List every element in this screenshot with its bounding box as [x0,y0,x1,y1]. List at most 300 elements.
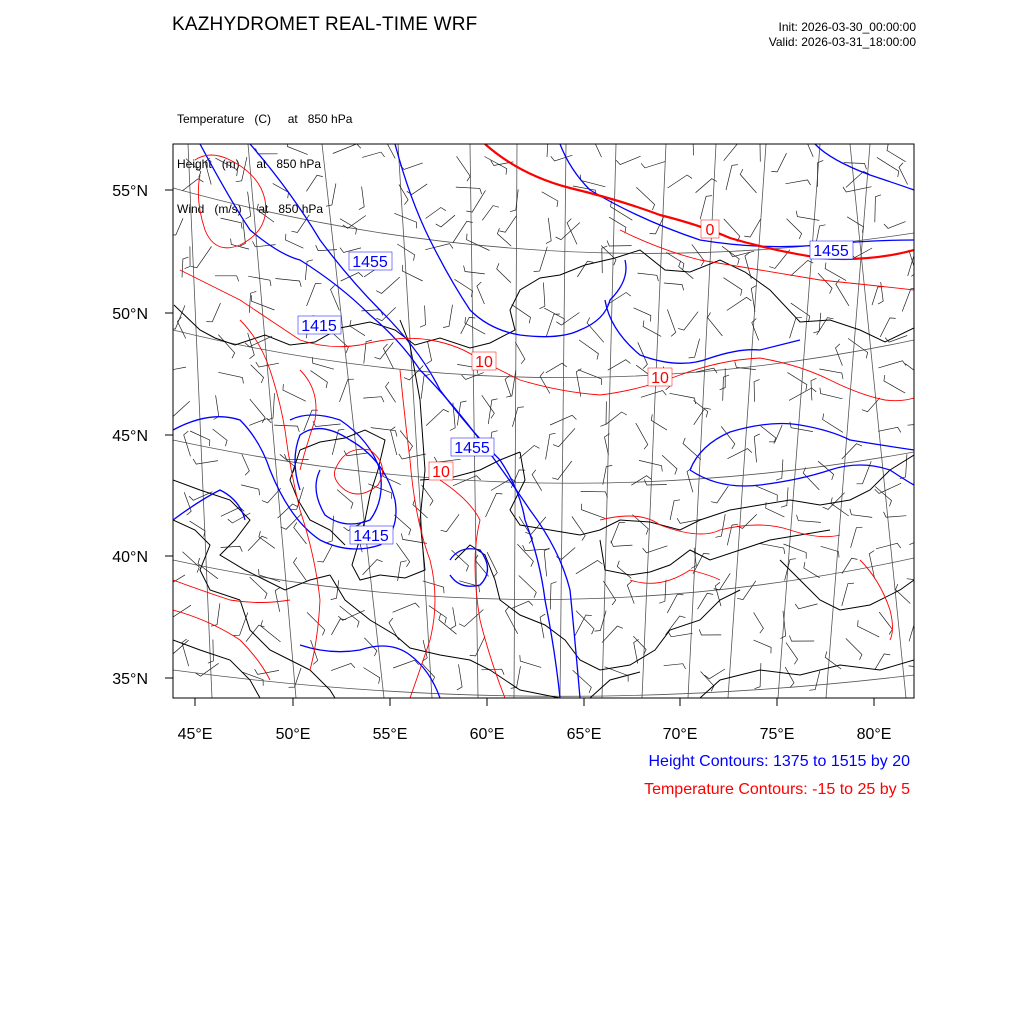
wind-barb [251,365,264,383]
wind-barb [872,287,884,306]
wind-barb [482,206,499,221]
wind-barb [667,310,675,337]
wind-barb [191,247,212,268]
wind-barb [427,342,432,364]
wind-barb [875,195,881,222]
wind-barb [879,612,892,634]
wind-barb [754,379,760,401]
temperature-label [648,368,672,387]
wind-barb [374,342,393,359]
wind-barb [169,306,185,330]
lat-label: 40°N [112,549,148,566]
wind-barb [426,409,449,425]
wind-barb [638,273,659,281]
wind-barb [436,215,455,227]
wind-barb [754,434,759,462]
wind-barb [644,479,667,485]
wind-barb [400,163,423,170]
wind-barb [616,156,641,164]
wind-barb [634,308,651,322]
wind-barb [843,187,872,192]
wind-barb [512,407,523,427]
wind-barb [740,169,756,193]
wind-barb [905,364,925,385]
wind-barb [809,671,820,690]
wind-barb [726,165,738,190]
wind-barb [668,175,692,188]
wind-barb [245,192,250,219]
wind-barb [190,431,210,446]
svg-text:10: 10 [432,464,450,481]
wind-barb [519,517,533,544]
wind-barb [177,317,185,338]
temperature-label [472,352,496,371]
wind-barb [383,470,401,484]
wind-barb [572,517,585,541]
wind-barb [701,672,714,692]
lon-label: 50°E [275,726,311,743]
wind-barb [754,640,772,653]
wind-barb [643,546,668,553]
wind-barb [283,384,306,401]
field-height: Height (m) at 850 hPa [177,157,322,171]
wind-barb [708,312,723,336]
wind-barb [456,187,482,194]
wind-barb [579,340,598,360]
wind-barb [275,587,280,611]
wind-barb [333,144,361,154]
wind-barb [331,663,355,670]
wind-barb [820,388,843,399]
svg-text:1455: 1455 [352,254,388,271]
svg-text:1415: 1415 [353,528,389,545]
wind-barb [785,667,794,688]
wind-barb [909,250,916,277]
wind-barb [376,277,400,293]
wind-barb [307,284,322,306]
wind-barb [397,244,414,261]
wind-barb [362,152,384,157]
wind-barb [760,136,766,161]
wind-barb [274,425,299,432]
wind-barb [576,560,603,573]
wind-barb [363,397,384,402]
lat-label: 50°N [112,306,148,323]
wind-barb [771,153,786,172]
wind-barb [796,211,819,221]
country-borders [173,250,914,698]
wind-barb [899,163,908,185]
wind-barb [693,134,699,156]
wind-barb [600,401,606,426]
wind-barb [607,241,632,247]
wind-barb [875,483,901,493]
field-temperature: Temperature (C) at 850 hPa [177,112,353,126]
lon-label: 75°E [759,726,795,743]
wind-barb [343,216,366,229]
wind-barb [786,643,798,665]
wind-barb [727,297,752,310]
wind-barb [499,216,516,232]
wind-barb [213,429,228,446]
wind-barb [553,428,575,446]
wind-barb [754,612,764,633]
lat-label: 55°N [112,183,148,200]
wind-barb [716,514,726,537]
wind-barb [429,606,447,624]
height-label [349,252,392,271]
wind-barb [858,620,880,637]
wind-barb [540,614,545,638]
wind-barb [170,218,183,235]
wind-barb [909,534,937,544]
wind-barb [453,221,473,243]
wind-barb [259,569,281,582]
wind-barb [760,544,785,554]
wind-barb [505,375,511,396]
wind-barb [214,395,219,419]
wind-barb [544,548,549,576]
wind-barb [306,175,322,191]
wind-barb [884,222,906,229]
wind-barb [275,279,301,287]
wind-barb [664,283,684,290]
wind-barb [631,476,651,486]
wind-barb [818,273,832,294]
wind-barb [249,291,256,312]
wind-barb [311,371,328,388]
wind-barb [876,543,901,549]
wind-barb [641,391,666,398]
wind-barb [462,373,484,380]
wind-barb [221,218,243,229]
wind-barb [781,487,788,507]
wind-barb [359,187,364,210]
wind-barb [215,158,237,176]
wind-barb [878,361,906,368]
wind-barb [515,342,525,364]
wind-barb [755,663,761,689]
wind-barb [457,156,471,181]
wind-barb [166,401,189,417]
map-title: KAZHYDROMET REAL-TIME WRF [172,14,478,35]
wind-barb [700,196,712,220]
wind-barb [821,546,839,557]
wind-barb [399,454,426,459]
svg-text:1455: 1455 [813,243,849,260]
wind-barb [721,426,735,449]
lon-label: 45°E [177,726,213,743]
wind-barb [776,460,783,481]
wind-barb [158,367,186,372]
wind-barb [766,502,785,517]
wind-barb [250,399,265,423]
wind-barb [679,261,694,279]
wind-barb [286,234,304,248]
wind-barb [252,295,275,310]
wind-barb [804,562,820,578]
wind-barb [363,668,379,684]
wind-barb [441,514,460,531]
svg-text:0: 0 [705,222,715,239]
wind-barb [281,514,302,530]
wind-barb [580,175,605,187]
wind-barb [790,317,802,338]
height-contour-legend: Height Contours: 1375 to 1515 by 20 [648,753,910,770]
wind-barb [519,446,540,459]
wind-barb [602,626,623,643]
wind-barb [273,183,289,198]
wind-barb [423,581,444,593]
wind-barb [789,636,814,642]
wind-barbs [158,131,938,693]
wind-barb [787,219,802,239]
wind-barb [819,369,843,379]
wind-barb [711,486,728,503]
wind-barb [497,263,511,283]
wind-barb [455,279,473,297]
init-time: Init: 2026-03-30_00:00:00 [778,20,916,34]
wind-barb [662,455,677,474]
wind-barb [636,423,648,449]
wind-barb [396,543,409,567]
wind-barb [248,536,267,551]
wind-barb [404,366,423,380]
wind-barb [420,306,426,328]
wind-barb [608,360,631,371]
wind-barb [256,148,278,154]
latitude-axis [165,190,173,678]
lon-label: 65°E [566,726,602,743]
wind-barb [632,515,648,535]
wind-barb [426,208,446,219]
wind-barb [908,423,932,428]
longitude-axis [195,698,874,706]
wind-barb [218,335,234,359]
wind-barb [280,454,295,472]
wind-barb [639,460,662,471]
wind-barb [728,449,752,459]
wind-barb [307,612,325,635]
temperature-contour-legend: Temperature Contours: -15 to 25 by 5 [644,781,910,798]
field-wind: Wind (m/s) at 850 hPa [177,202,324,216]
wind-barb [539,283,545,309]
wind-barb [186,159,201,178]
wind-barb [400,431,412,452]
wind-barb [313,421,341,426]
wind-barb [393,603,420,612]
wind-barb [699,629,721,635]
wind-barb [909,666,931,674]
wind-barb [393,660,419,668]
wind-barb [714,573,731,590]
height-label [298,316,341,335]
wind-barb [434,457,460,462]
wind-barb [880,318,896,337]
wind-barb [744,219,760,237]
height-label [350,526,393,545]
wind-barb [350,320,365,336]
wind-barb [540,372,550,394]
wind-barb [611,523,625,544]
wind-barb [689,339,700,358]
wind-barb [215,276,239,282]
lon-label: 55°E [372,726,408,743]
wind-barb [486,494,503,518]
height-label [810,241,853,260]
wind-barb [900,454,907,478]
wind-barb [884,375,905,393]
wind-barb [875,487,891,507]
wind-barb [340,379,354,402]
wind-barb [520,655,541,667]
wind-barb [724,278,742,296]
wind-barb [785,180,810,185]
wind-barb [573,670,592,693]
wind-barb [851,527,863,548]
wind-barb [670,393,696,404]
wind-barb [305,260,313,280]
wind-barb [678,312,698,330]
wind-barb [312,357,334,369]
wind-barb [467,234,490,251]
wind-barb [394,515,410,535]
wind-barb [241,485,260,495]
wind-barb [670,500,680,520]
wind-barb [761,426,776,444]
wind-barb [797,515,821,523]
height-contour-labels [298,241,853,545]
temperature-label [429,462,453,481]
wind-barb [259,531,275,548]
wind-barb [425,244,453,250]
wind-barb [287,141,307,155]
lat-label: 45°N [112,428,148,445]
wind-barb [878,427,901,432]
wind-barb [394,213,416,228]
wind-barb [846,638,862,660]
wind-barb [443,305,452,328]
wind-barb [182,179,203,191]
wind-barb [609,217,626,233]
wind-barb [546,314,560,337]
wind-barb [877,157,899,177]
height-label [451,438,494,457]
wind-barb [546,218,551,244]
wind-barb [451,607,456,628]
wind-barb [848,338,868,358]
wind-barb [532,470,542,491]
svg-text:1415: 1415 [301,318,337,335]
wind-barb [523,545,550,550]
wind-barb [756,486,777,501]
lat-label: 35°N [112,671,148,688]
wind-barb [627,581,634,603]
wind-barb [664,664,686,669]
wind-barb [482,395,495,418]
wind-barb [842,583,854,606]
wind-barb [617,561,631,579]
wind-barb [887,145,906,162]
wind-barb [457,664,462,690]
wind-barb [228,513,251,523]
wind-barb [659,580,666,604]
wind-barb [206,303,220,322]
temperature-label [701,220,719,239]
wind-barb [692,244,704,266]
wind-barb [720,368,726,389]
wind-barb [542,192,558,207]
wind-barb [211,603,220,626]
wind-barb [249,419,271,426]
wind-barb [334,334,348,353]
wind-barb [784,544,807,559]
wind-barb [506,370,516,397]
wind-barb [825,263,846,281]
wind-barb [847,217,863,233]
wind-barb [667,594,683,613]
wind-barb [818,461,834,480]
wind-barb [464,266,485,274]
wind-barb [386,382,396,403]
wind-barb [218,372,243,383]
wind-barb [823,414,843,433]
lon-label: 70°E [662,726,698,743]
wind-barb [519,576,537,598]
wind-barb [878,282,883,304]
wind-barb [787,372,807,390]
wind-barb [546,433,556,459]
wind-barb [567,219,577,245]
wind-barb [331,619,346,635]
wind-barb [611,541,633,547]
wind-barb [576,611,594,634]
wind-barb [705,669,726,679]
wind-barb [909,618,922,642]
wind-barb [512,305,531,324]
wind-barb [850,509,872,518]
wind-barb [505,606,517,633]
wind-barb [581,492,608,498]
lon-label: 80°E [856,726,892,743]
wind-barb [544,308,564,325]
wind-barb [439,614,457,634]
wind-barb [383,344,393,368]
wind-barb [698,593,714,609]
lon-label: 60°E [469,726,505,743]
wind-barb [668,632,692,637]
wind-barb [452,550,469,571]
wind-barb [842,558,858,573]
wind-barb [193,459,218,464]
wind-barb [261,620,281,642]
wind-barb [422,663,435,683]
wind-barb [836,279,849,306]
svg-text:1455: 1455 [454,440,490,457]
wind-barb [517,544,533,567]
wind-barb [317,545,332,563]
wind-barb [582,504,605,519]
wind-barb [512,601,533,608]
wind-barb [477,282,485,304]
wind-barb [550,582,556,610]
wind-barb [168,605,191,617]
wind-barb [896,584,911,603]
wind-barb [294,557,307,580]
wind-barb [556,313,579,326]
wind-barb [601,246,616,266]
wind-barb [551,155,573,161]
